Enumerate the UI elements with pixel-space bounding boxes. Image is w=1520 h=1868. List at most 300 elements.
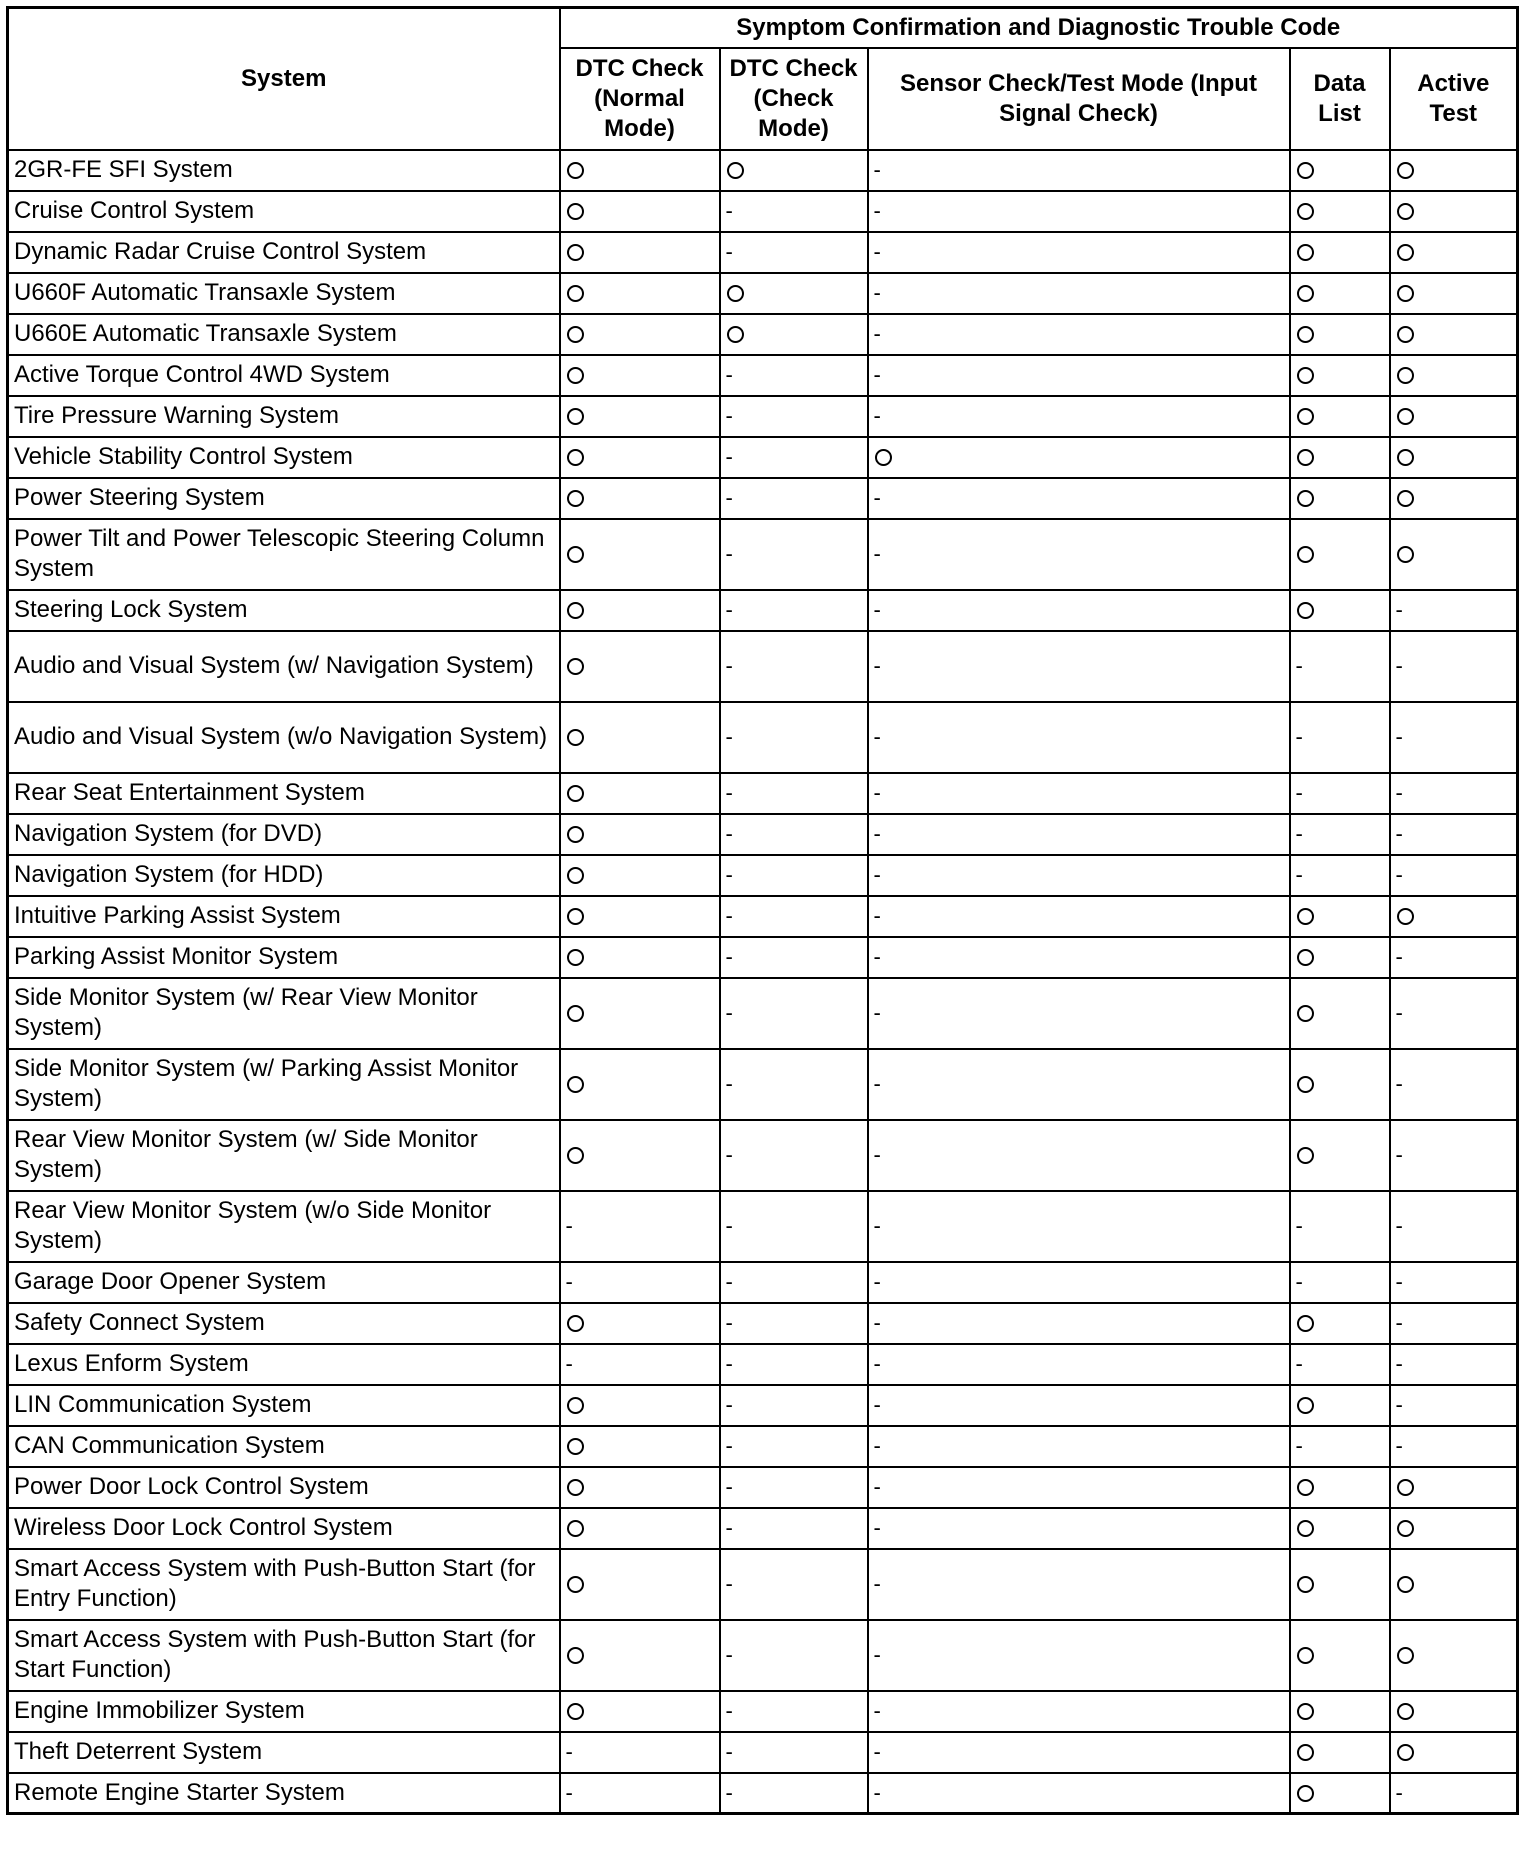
system-name-cell: Power Tilt and Power Telescopic Steering Column System [8, 519, 560, 590]
not-supported-dash: - [1295, 724, 1303, 749]
table-row [8, 1773, 1518, 1814]
cell-dtc-normal [560, 437, 720, 478]
not-supported-dash: - [873, 1698, 881, 1723]
col-header-system: System [8, 8, 560, 150]
supported-circle-icon [567, 546, 584, 563]
table-row [8, 1620, 1518, 1691]
cell-dtc-check [720, 1732, 868, 1773]
cell-dtc-check [720, 1508, 868, 1549]
cell-active-test [1390, 937, 1518, 978]
supported-circle-icon [567, 490, 584, 507]
table-row [8, 1120, 1518, 1191]
cell-sensor-check [868, 1049, 1290, 1120]
not-supported-dash: - [873, 198, 881, 223]
supported-circle-icon [875, 449, 892, 466]
cell-dtc-check [720, 631, 868, 702]
supported-circle-icon [567, 367, 584, 384]
not-supported-dash: - [565, 1779, 573, 1805]
cell-sensor-check [868, 978, 1290, 1049]
system-name-cell: Garage Door Opener System [8, 1262, 560, 1303]
not-supported-dash: - [725, 1515, 733, 1540]
table-row [8, 1549, 1518, 1620]
supported-circle-icon [1297, 449, 1314, 466]
cell-data-list [1290, 1467, 1390, 1508]
supported-circle-icon [1297, 1744, 1314, 1761]
cell-dtc-check [720, 1385, 868, 1426]
not-supported-dash: - [725, 653, 733, 678]
cell-sensor-check [868, 1262, 1290, 1303]
not-supported-dash: - [1395, 1779, 1403, 1805]
cell-dtc-check [720, 978, 868, 1049]
cell-active-test [1390, 814, 1518, 855]
supported-circle-icon [1397, 449, 1414, 466]
cell-dtc-check [720, 437, 868, 478]
supported-circle-icon [1297, 1397, 1314, 1414]
cell-active-test [1390, 1120, 1518, 1191]
cell-dtc-normal [560, 978, 720, 1049]
cell-dtc-normal [560, 1691, 720, 1732]
not-supported-dash: - [725, 444, 733, 469]
not-supported-dash: - [873, 944, 881, 969]
system-name-cell: Intuitive Parking Assist System [8, 896, 560, 937]
not-supported-dash: - [873, 1351, 881, 1376]
cell-dtc-check [720, 896, 868, 937]
not-supported-dash: - [873, 862, 881, 887]
cell-data-list [1290, 1691, 1390, 1732]
system-name-cell: Dynamic Radar Cruise Control System [8, 232, 560, 273]
cell-sensor-check [868, 1344, 1290, 1385]
cell-dtc-check [720, 590, 868, 631]
cell-dtc-check [720, 1467, 868, 1508]
table-row [8, 702, 1518, 773]
supported-circle-icon [567, 1397, 584, 1414]
not-supported-dash: - [725, 1739, 733, 1764]
system-name-cell: Smart Access System with Push-Button Start (for Entry Function) [8, 1549, 560, 1620]
not-supported-dash: - [873, 653, 881, 678]
cell-data-list [1290, 273, 1390, 314]
not-supported-dash: - [873, 1515, 881, 1540]
cell-dtc-normal [560, 590, 720, 631]
cell-data-list [1290, 232, 1390, 273]
supported-circle-icon [567, 1076, 584, 1093]
not-supported-dash: - [725, 1779, 733, 1805]
table-row [8, 590, 1518, 631]
not-supported-dash: - [1395, 1142, 1403, 1167]
not-supported-dash: - [873, 321, 881, 346]
system-name-cell: U660E Automatic Transaxle System [8, 314, 560, 355]
col-header-dtc-check: DTC Check (Check Mode) [720, 48, 868, 150]
table-row [8, 1691, 1518, 1732]
not-supported-dash: - [873, 597, 881, 622]
cell-sensor-check [868, 1732, 1290, 1773]
cell-data-list [1290, 1732, 1390, 1773]
cell-dtc-normal [560, 1049, 720, 1120]
supported-circle-icon [567, 867, 584, 884]
not-supported-dash: - [725, 724, 733, 749]
cell-dtc-normal [560, 855, 720, 896]
not-supported-dash: - [1295, 780, 1303, 805]
cell-dtc-normal [560, 355, 720, 396]
not-supported-dash: - [1395, 597, 1403, 622]
not-supported-dash: - [725, 821, 733, 846]
table-row [8, 1049, 1518, 1120]
cell-active-test [1390, 1191, 1518, 1262]
not-supported-dash: - [725, 1213, 733, 1238]
cell-active-test [1390, 1732, 1518, 1773]
cell-sensor-check [868, 150, 1290, 191]
cell-dtc-normal [560, 396, 720, 437]
not-supported-dash: - [1395, 1310, 1403, 1335]
cell-dtc-check [720, 1262, 868, 1303]
table-row [8, 1303, 1518, 1344]
cell-dtc-check [720, 855, 868, 896]
cell-active-test [1390, 150, 1518, 191]
supported-circle-icon [567, 1438, 584, 1455]
cell-active-test [1390, 896, 1518, 937]
table-row [8, 1385, 1518, 1426]
cell-dtc-check [720, 1049, 868, 1120]
not-supported-dash: - [873, 724, 881, 749]
supported-circle-icon [567, 1520, 584, 1537]
cell-active-test [1390, 191, 1518, 232]
cell-sensor-check [868, 1426, 1290, 1467]
table-row [8, 396, 1518, 437]
cell-data-list [1290, 937, 1390, 978]
cell-sensor-check [868, 1120, 1290, 1191]
not-supported-dash: - [1395, 1433, 1403, 1458]
cell-sensor-check [868, 355, 1290, 396]
supported-circle-icon [1297, 546, 1314, 563]
supported-circle-icon [1397, 1576, 1414, 1593]
diagnostic-table-container [6, 6, 1516, 1815]
cell-active-test [1390, 1262, 1518, 1303]
not-supported-dash: - [1295, 862, 1303, 887]
supported-circle-icon [1397, 1744, 1414, 1761]
system-name-cell: CAN Communication System [8, 1426, 560, 1467]
cell-data-list [1290, 1508, 1390, 1549]
system-name-cell: Navigation System (for DVD) [8, 814, 560, 855]
supported-circle-icon [727, 326, 744, 343]
table-row [8, 478, 1518, 519]
cell-sensor-check [868, 937, 1290, 978]
not-supported-dash: - [725, 903, 733, 928]
table-row [8, 191, 1518, 232]
system-name-cell: LIN Communication System [8, 1385, 560, 1426]
not-supported-dash: - [725, 1698, 733, 1723]
cell-active-test [1390, 314, 1518, 355]
not-supported-dash: - [1395, 1269, 1403, 1294]
cell-data-list [1290, 896, 1390, 937]
supported-circle-icon [567, 408, 584, 425]
cell-data-list [1290, 150, 1390, 191]
table-row [8, 978, 1518, 1049]
not-supported-dash: - [873, 239, 881, 264]
cell-data-list [1290, 1344, 1390, 1385]
cell-data-list [1290, 191, 1390, 232]
cell-dtc-normal [560, 631, 720, 702]
supported-circle-icon [567, 1647, 584, 1664]
cell-dtc-check [720, 1773, 868, 1814]
table-row [8, 1344, 1518, 1385]
cell-sensor-check [868, 590, 1290, 631]
cell-active-test [1390, 631, 1518, 702]
cell-sensor-check [868, 1549, 1290, 1620]
col-header-sensor-check: Sensor Check/Test Mode (Input Signal Check) [868, 48, 1290, 150]
cell-dtc-check [720, 232, 868, 273]
cell-dtc-normal [560, 1508, 720, 1549]
cell-dtc-normal [560, 150, 720, 191]
cell-active-test [1390, 773, 1518, 814]
cell-data-list [1290, 1049, 1390, 1120]
cell-dtc-check [720, 1691, 868, 1732]
diagnostic-table [6, 6, 1519, 1815]
cell-data-list [1290, 1262, 1390, 1303]
cell-active-test [1390, 1426, 1518, 1467]
supported-circle-icon [567, 729, 584, 746]
supported-circle-icon [1297, 602, 1314, 619]
system-name-cell: Safety Connect System [8, 1303, 560, 1344]
cell-data-list [1290, 702, 1390, 773]
cell-dtc-check [720, 1620, 868, 1691]
cell-sensor-check [868, 896, 1290, 937]
not-supported-dash: - [725, 1392, 733, 1417]
cell-data-list [1290, 814, 1390, 855]
cell-dtc-check [720, 937, 868, 978]
cell-data-list [1290, 978, 1390, 1049]
table-row [8, 937, 1518, 978]
not-supported-dash: - [725, 362, 733, 387]
not-supported-dash: - [1395, 862, 1403, 887]
cell-active-test [1390, 1620, 1518, 1691]
cell-active-test [1390, 355, 1518, 396]
supported-circle-icon [1297, 285, 1314, 302]
cell-active-test [1390, 1344, 1518, 1385]
table-row [8, 1426, 1518, 1467]
supported-circle-icon [1297, 949, 1314, 966]
supported-circle-icon [1297, 1005, 1314, 1022]
supported-circle-icon [567, 1703, 584, 1720]
cell-data-list [1290, 1549, 1390, 1620]
not-supported-dash: - [725, 1474, 733, 1499]
system-name-cell: Theft Deterrent System [8, 1732, 560, 1773]
supported-circle-icon [1297, 1076, 1314, 1093]
supported-circle-icon [1297, 1703, 1314, 1720]
supported-circle-icon [567, 1315, 584, 1332]
cell-dtc-check [720, 1120, 868, 1191]
not-supported-dash: - [725, 1310, 733, 1335]
table-row [8, 896, 1518, 937]
cell-data-list [1290, 1191, 1390, 1262]
cell-sensor-check [868, 396, 1290, 437]
cell-sensor-check [868, 437, 1290, 478]
supported-circle-icon [1297, 1315, 1314, 1332]
cell-sensor-check [868, 1191, 1290, 1262]
not-supported-dash: - [873, 362, 881, 387]
cell-sensor-check [868, 631, 1290, 702]
cell-data-list [1290, 590, 1390, 631]
cell-active-test [1390, 1691, 1518, 1732]
cell-dtc-normal [560, 314, 720, 355]
system-name-cell: Navigation System (for HDD) [8, 855, 560, 896]
supported-circle-icon [1297, 408, 1314, 425]
not-supported-dash: - [1295, 1269, 1303, 1294]
cell-dtc-check [720, 478, 868, 519]
system-name-cell: Parking Assist Monitor System [8, 937, 560, 978]
supported-circle-icon [1297, 1479, 1314, 1496]
not-supported-dash: - [1395, 724, 1403, 749]
system-name-cell: Audio and Visual System (w/o Navigation System) [8, 702, 560, 773]
not-supported-dash: - [873, 1213, 881, 1238]
cell-sensor-check [868, 855, 1290, 896]
not-supported-dash: - [873, 1779, 881, 1805]
supported-circle-icon [1397, 1647, 1414, 1664]
supported-circle-icon [1397, 326, 1414, 343]
cell-dtc-normal [560, 896, 720, 937]
supported-circle-icon [1297, 326, 1314, 343]
header-row-top [8, 8, 1518, 48]
table-row [8, 1508, 1518, 1549]
table-row [8, 150, 1518, 191]
supported-circle-icon [1397, 162, 1414, 179]
system-name-cell: Power Door Lock Control System [8, 1467, 560, 1508]
cell-dtc-normal [560, 1303, 720, 1344]
cell-dtc-normal [560, 814, 720, 855]
not-supported-dash: - [565, 1213, 573, 1238]
system-name-cell: Vehicle Stability Control System [8, 437, 560, 478]
supported-circle-icon [567, 785, 584, 802]
not-supported-dash: - [725, 403, 733, 428]
cell-sensor-check [868, 702, 1290, 773]
cell-data-list [1290, 519, 1390, 590]
cell-active-test [1390, 1467, 1518, 1508]
table-row [8, 1732, 1518, 1773]
system-name-cell: U660F Automatic Transaxle System [8, 273, 560, 314]
table-row [8, 631, 1518, 702]
supported-circle-icon [567, 449, 584, 466]
not-supported-dash: - [873, 1142, 881, 1167]
not-supported-dash: - [725, 1642, 733, 1667]
cell-dtc-normal [560, 773, 720, 814]
not-supported-dash: - [725, 1433, 733, 1458]
supported-circle-icon [1297, 367, 1314, 384]
table-row [8, 437, 1518, 478]
cell-dtc-normal [560, 937, 720, 978]
not-supported-dash: - [725, 1351, 733, 1376]
not-supported-dash: - [565, 1739, 573, 1764]
not-supported-dash: - [873, 1071, 881, 1096]
not-supported-dash: - [1395, 1351, 1403, 1376]
cell-sensor-check [868, 1620, 1290, 1691]
cell-dtc-normal [560, 478, 720, 519]
table-row [8, 855, 1518, 896]
cell-data-list [1290, 773, 1390, 814]
not-supported-dash: - [725, 1142, 733, 1167]
system-name-cell: Remote Engine Starter System [8, 1773, 560, 1814]
cell-data-list [1290, 355, 1390, 396]
table-row [8, 519, 1518, 590]
not-supported-dash: - [565, 1351, 573, 1376]
not-supported-dash: - [873, 157, 881, 182]
cell-sensor-check [868, 478, 1290, 519]
supported-circle-icon [1397, 908, 1414, 925]
supported-circle-icon [567, 203, 584, 220]
not-supported-dash: - [725, 541, 733, 566]
cell-dtc-normal [560, 1191, 720, 1262]
cell-data-list [1290, 1303, 1390, 1344]
cell-active-test [1390, 519, 1518, 590]
cell-dtc-check [720, 814, 868, 855]
supported-circle-icon [567, 602, 584, 619]
not-supported-dash: - [873, 821, 881, 846]
supported-circle-icon [567, 1005, 584, 1022]
cell-data-list [1290, 1426, 1390, 1467]
system-name-cell: Rear View Monitor System (w/o Side Monitor System) [8, 1191, 560, 1262]
not-supported-dash: - [1395, 944, 1403, 969]
table-row [8, 273, 1518, 314]
not-supported-dash: - [725, 1571, 733, 1596]
cell-dtc-normal [560, 273, 720, 314]
supported-circle-icon [567, 1576, 584, 1593]
supported-circle-icon [567, 1479, 584, 1496]
not-supported-dash: - [873, 403, 881, 428]
cell-active-test [1390, 1508, 1518, 1549]
cell-sensor-check [868, 1303, 1290, 1344]
cell-dtc-normal [560, 519, 720, 590]
cell-active-test [1390, 396, 1518, 437]
not-supported-dash: - [1295, 821, 1303, 846]
cell-dtc-check [720, 273, 868, 314]
cell-active-test [1390, 232, 1518, 273]
not-supported-dash: - [1395, 653, 1403, 678]
not-supported-dash: - [725, 1269, 733, 1294]
not-supported-dash: - [725, 944, 733, 969]
system-name-cell: Audio and Visual System (w/ Navigation System) [8, 631, 560, 702]
supported-circle-icon [1297, 908, 1314, 925]
cell-dtc-normal [560, 1467, 720, 1508]
table-body [8, 150, 1518, 1814]
cell-dtc-normal [560, 1344, 720, 1385]
table-row [8, 1191, 1518, 1262]
supported-circle-icon [567, 285, 584, 302]
cell-dtc-normal [560, 702, 720, 773]
not-supported-dash: - [1395, 1213, 1403, 1238]
supported-circle-icon [567, 949, 584, 966]
cell-dtc-check [720, 191, 868, 232]
system-name-cell: Rear View Monitor System (w/ Side Monitor System) [8, 1120, 560, 1191]
supported-circle-icon [1297, 1785, 1314, 1802]
col-header-active-test: Active Test [1390, 48, 1518, 150]
cell-data-list [1290, 1120, 1390, 1191]
not-supported-dash: - [1395, 1392, 1403, 1417]
not-supported-dash: - [565, 1269, 573, 1294]
supported-circle-icon [1297, 244, 1314, 261]
supported-circle-icon [567, 658, 584, 675]
cell-dtc-check [720, 150, 868, 191]
system-name-cell: Rear Seat Entertainment System [8, 773, 560, 814]
cell-sensor-check [868, 1467, 1290, 1508]
not-supported-dash: - [873, 1310, 881, 1335]
cell-dtc-normal [560, 1426, 720, 1467]
not-supported-dash: - [873, 1269, 881, 1294]
supported-circle-icon [1397, 1479, 1414, 1496]
system-name-cell: 2GR-FE SFI System [8, 150, 560, 191]
cell-dtc-check [720, 1303, 868, 1344]
supported-circle-icon [1397, 1520, 1414, 1537]
cell-active-test [1390, 1303, 1518, 1344]
supported-circle-icon [567, 162, 584, 179]
cell-sensor-check [868, 314, 1290, 355]
col-header-dtc-normal: DTC Check (Normal Mode) [560, 48, 720, 150]
